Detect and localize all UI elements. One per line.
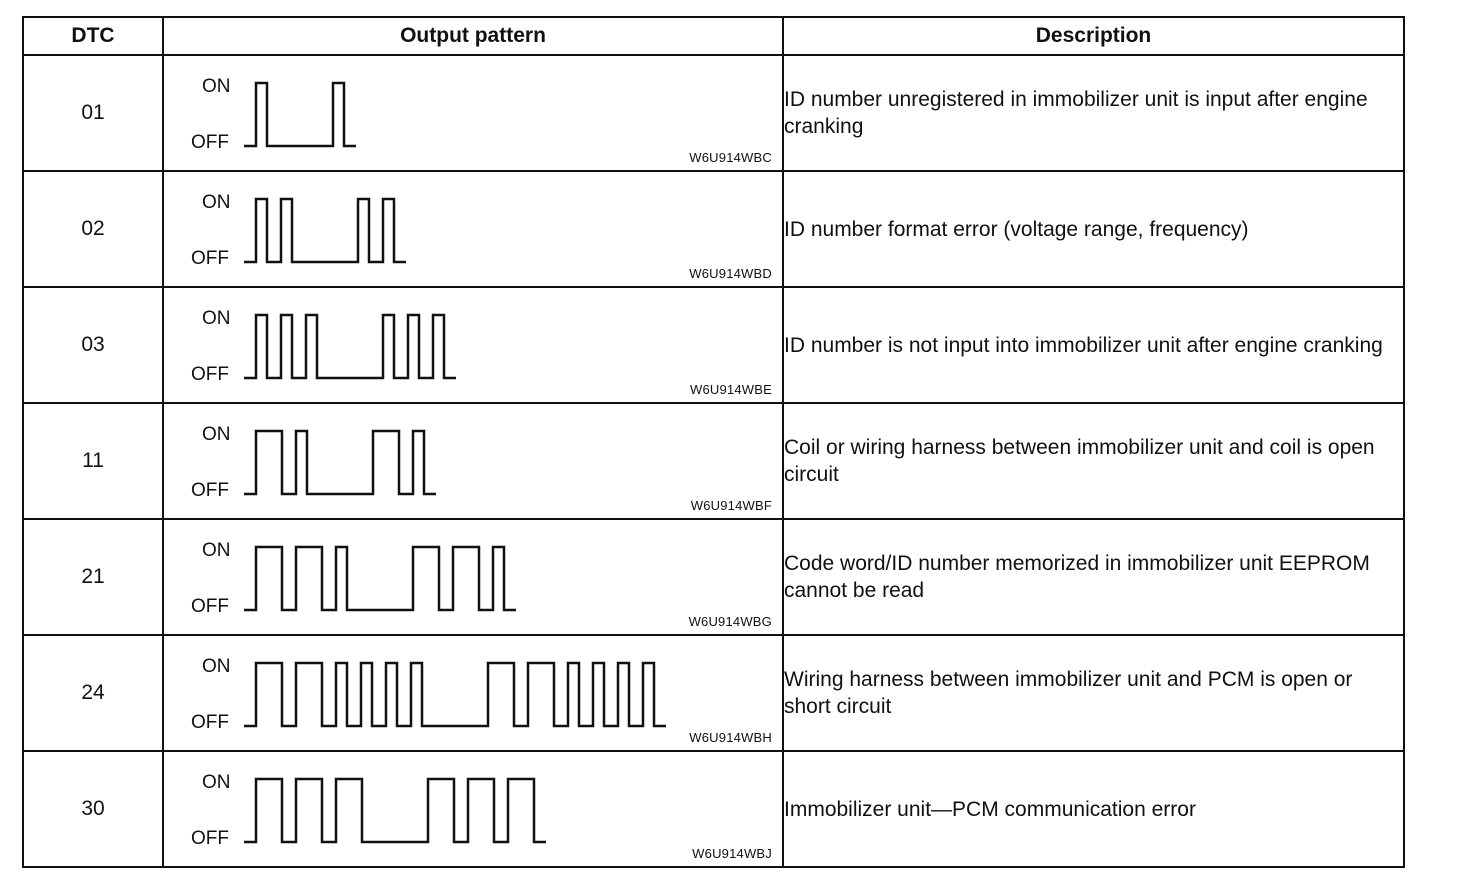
waveform-line <box>244 663 666 726</box>
output-pattern-cell <box>163 751 783 867</box>
dtc-description: ID number is not input into immobilizer unit after engine cranking <box>783 287 1404 403</box>
figure-code: W6U914WBF <box>690 498 772 513</box>
table-row <box>23 403 1404 519</box>
dtc-code: 30 <box>23 751 163 867</box>
header-dtc: DTC <box>23 17 163 55</box>
output-pattern-cell <box>163 171 783 287</box>
off-label: OFF <box>191 132 229 153</box>
dtc-code: 21 <box>23 519 163 635</box>
output-pattern-cell <box>163 403 783 519</box>
on-label: ON <box>202 772 231 793</box>
output-pattern-cell <box>163 519 783 635</box>
figure-code: W6U914WBD <box>689 266 772 281</box>
dtc-description: Coil or wiring harness between immobilizer unit and coil is open circuit <box>783 403 1404 519</box>
on-label: ON <box>202 540 231 561</box>
figure-code: W6U914WBH <box>689 730 772 745</box>
dtc-code: 11 <box>23 403 163 519</box>
figure-code: W6U914WBE <box>690 382 772 397</box>
off-label: OFF <box>191 248 229 269</box>
dtc-table <box>22 16 1405 868</box>
waveform-line <box>244 315 456 378</box>
dtc-description: ID number unregistered in immobilizer unit is input after engine cranking <box>783 55 1404 171</box>
figure-code: W6U914WBC <box>689 150 772 165</box>
on-label: ON <box>202 76 231 97</box>
waveform-line <box>244 199 406 262</box>
on-label: ON <box>202 424 231 445</box>
header-row <box>23 17 1404 55</box>
off-label: OFF <box>191 596 229 617</box>
waveform-line <box>244 547 516 610</box>
off-label: OFF <box>191 712 229 733</box>
table-row <box>23 635 1404 751</box>
output-pattern-waveform <box>164 752 784 866</box>
table-row <box>23 287 1404 403</box>
header-description: Description <box>783 17 1404 55</box>
on-label: ON <box>202 192 231 213</box>
figure-code: W6U914WBG <box>688 614 772 629</box>
dtc-code: 02 <box>23 171 163 287</box>
table-row <box>23 519 1404 635</box>
dtc-code: 01 <box>23 55 163 171</box>
figure-code: W6U914WBJ <box>692 846 772 861</box>
dtc-description: Wiring harness between immobilizer unit and PCM is open or short circuit <box>783 635 1404 751</box>
waveform-line <box>244 779 546 842</box>
output-pattern-cell <box>163 635 783 751</box>
waveform-line <box>244 431 436 494</box>
header-output-pattern: Output pattern <box>163 17 783 55</box>
on-label: ON <box>202 656 231 677</box>
output-pattern-cell <box>163 55 783 171</box>
on-label: ON <box>202 308 231 329</box>
dtc-description: ID number format error (voltage range, frequency) <box>783 171 1404 287</box>
dtc-description: Immobilizer unit—PCM communication error <box>783 751 1404 867</box>
table-row <box>23 751 1404 867</box>
table-row <box>23 55 1404 171</box>
output-pattern-cell <box>163 287 783 403</box>
off-label: OFF <box>191 364 229 385</box>
table-row <box>23 171 1404 287</box>
off-label: OFF <box>191 828 229 849</box>
dtc-description: Code word/ID number memorized in immobilizer unit EEPROM cannot be read <box>783 519 1404 635</box>
off-label: OFF <box>191 480 229 501</box>
dtc-code: 03 <box>23 287 163 403</box>
waveform-line <box>244 83 356 146</box>
dtc-code: 24 <box>23 635 163 751</box>
